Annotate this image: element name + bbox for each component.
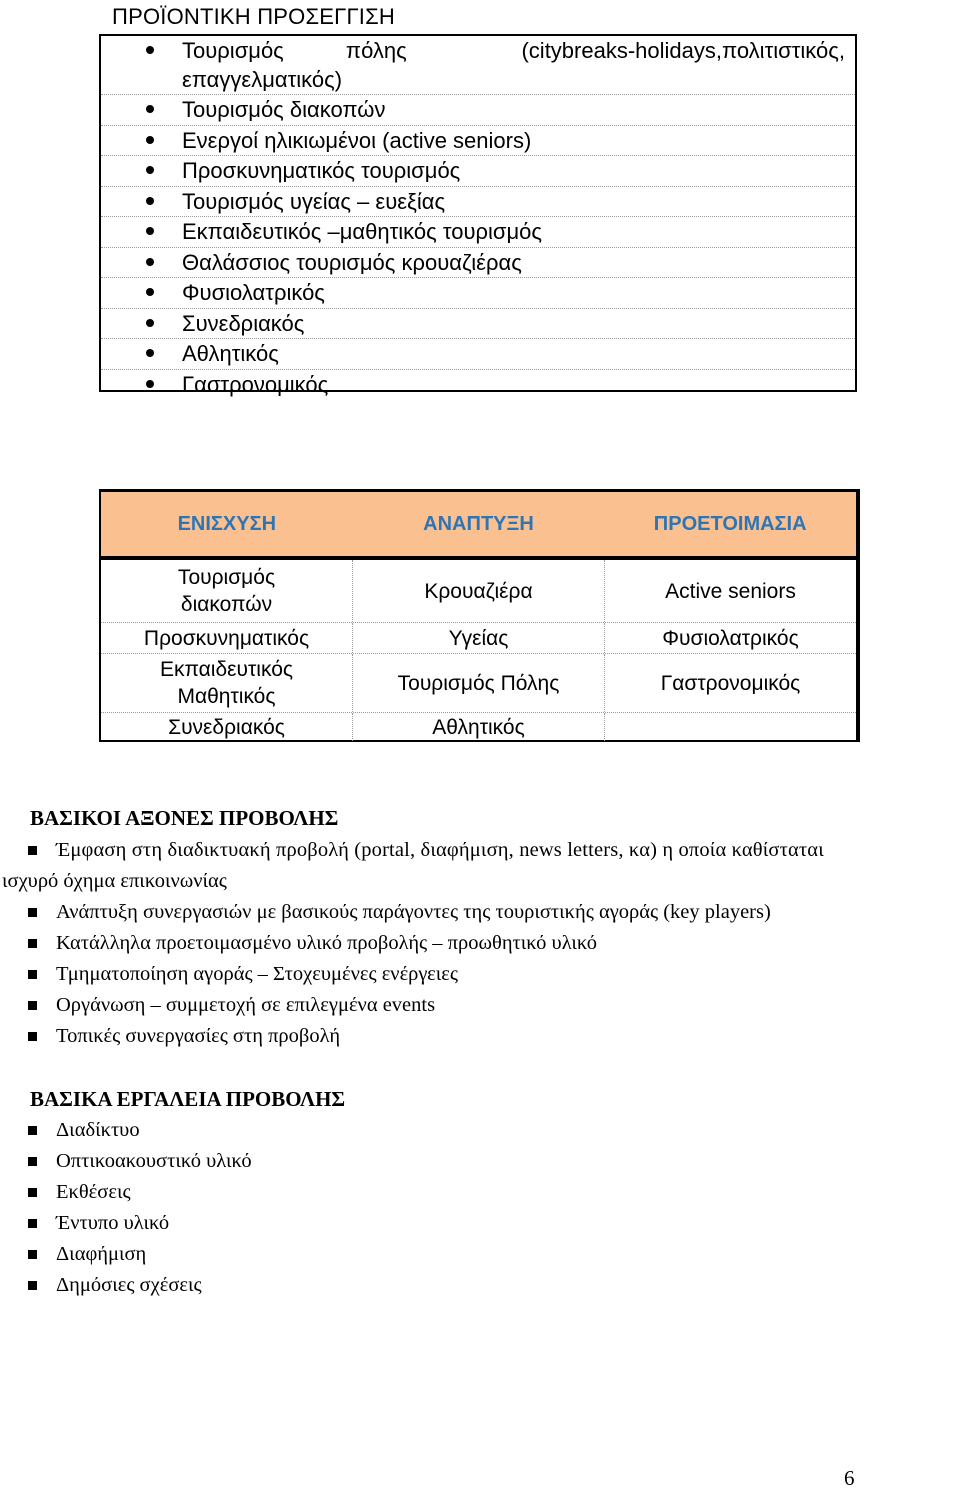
list-item-text: Ενεργοί ηλικιωμένοι (active seniors) bbox=[182, 127, 532, 153]
table-cell: Τουρισμός διακοπών bbox=[101, 560, 353, 622]
square-bullet-icon bbox=[28, 846, 37, 855]
list-item-text: Συνεδριακός bbox=[182, 310, 305, 336]
square-bullet-icon bbox=[28, 1126, 37, 1135]
square-bullet-icon bbox=[28, 1032, 37, 1041]
header-enisxysi: ΕΝΙΣΧΥΣΗ bbox=[177, 512, 277, 535]
list-item bbox=[28, 959, 960, 990]
list-item-text: Τουρισμός υγείας – ευεξίας bbox=[182, 188, 446, 214]
table-cell: Εκπαιδευτικός Μαθητικός bbox=[101, 654, 353, 712]
list-item-text: Γαστρονομικός bbox=[182, 371, 329, 397]
bullet-icon bbox=[146, 166, 154, 174]
bullet-icon bbox=[146, 349, 154, 357]
product-list-box bbox=[99, 34, 857, 397]
list-item bbox=[101, 156, 855, 187]
list-item-text: Οργάνωση – συμμετοχή σε επιλεγμένα events bbox=[56, 994, 436, 1016]
bullet-icon bbox=[146, 136, 154, 144]
table-cell: Συνεδριακός bbox=[101, 713, 353, 741]
table-cell: Γαστρονομικός bbox=[660, 671, 801, 695]
section-heading: ΠΡΟΪΟΝΤΙΚΗ ΠΡΟΣΕΓΓΙΣΗ bbox=[112, 4, 395, 29]
list-item-text: Τοπικές συνεργασίες στη προβολή bbox=[56, 1025, 341, 1047]
list-item bbox=[28, 1270, 960, 1301]
bullet-icon bbox=[146, 46, 154, 54]
header-anaptyxi: ΑΝΑΠΤΥΞΗ bbox=[423, 512, 534, 535]
list-item-text: Δημόσιες σχέσεις bbox=[56, 1274, 202, 1296]
list-item-text: (citybreaks-holidays,πολιτιστικός, bbox=[521, 38, 845, 63]
table-row bbox=[101, 654, 856, 713]
bullet-icon bbox=[146, 380, 154, 388]
bullet-icon bbox=[146, 105, 154, 113]
list-item-text: Εκπαιδευτικός –μαθητικός τουρισμός bbox=[182, 219, 542, 244]
bullet-icon bbox=[146, 227, 154, 235]
list-item bbox=[28, 928, 960, 959]
list-item-text: Οπτικοακουστικό υλικό bbox=[56, 1150, 252, 1172]
list-item bbox=[101, 36, 855, 95]
list-item-text: Φυσιολατρικός bbox=[182, 280, 325, 305]
list-item-text: Έμφαση στη διαδικτυακή προβολή (portal, διαφήμιση, news letters, κα) η οποία καθίσταται bbox=[56, 839, 824, 861]
square-bullet-icon bbox=[28, 970, 37, 979]
table-row bbox=[101, 560, 856, 623]
list-item bbox=[28, 1208, 960, 1239]
list-item-text: Τουρισμός διακοπών bbox=[182, 97, 386, 122]
bullet-icon bbox=[146, 197, 154, 205]
bullet-icon bbox=[146, 319, 154, 327]
list-item-continuation: επαγγελματικός) bbox=[182, 67, 343, 92]
square-bullet-icon bbox=[28, 1001, 37, 1010]
list-item bbox=[101, 95, 855, 126]
table-cell bbox=[605, 713, 856, 741]
square-bullet-icon bbox=[28, 1219, 37, 1228]
list-item-text: Τουρισμός πόλης bbox=[182, 38, 407, 63]
table-row bbox=[101, 713, 856, 741]
table-cell: Τουρισμός Πόλης bbox=[353, 654, 605, 712]
list-item-continuation: ισχυρό όχημα επικοινωνίας bbox=[2, 870, 227, 892]
table-cell: Active seniors bbox=[665, 579, 796, 603]
header-proetoimasia: ΠΡΟΕΤΟΙΜΑΣΙΑ bbox=[653, 512, 807, 535]
table-cell: Υγείας bbox=[353, 623, 605, 653]
list-item-text: Αθλητικός bbox=[182, 341, 279, 366]
list-item bbox=[101, 248, 855, 279]
square-bullet-icon bbox=[28, 1281, 37, 1290]
list-item bbox=[28, 1177, 960, 1208]
list-item bbox=[28, 1115, 960, 1146]
table-cell: Κρουαζιέρα bbox=[353, 560, 605, 622]
matrix-header bbox=[101, 492, 856, 560]
list-item bbox=[101, 187, 855, 218]
axes-title: ΒΑΣΙΚΟΙ ΑΞΟΝΕΣ ΠΡΟΒΟΛΗΣ bbox=[30, 806, 339, 830]
list-item bbox=[101, 126, 855, 157]
list-item-text: Θαλάσσιος τουρισμός κρουαζιέρας bbox=[182, 249, 522, 275]
list-item-text: Διαφήμιση bbox=[56, 1243, 147, 1265]
strategy-matrix bbox=[99, 489, 860, 742]
square-bullet-icon bbox=[28, 1157, 37, 1166]
square-bullet-icon bbox=[28, 939, 37, 948]
list-item bbox=[101, 278, 855, 309]
list-item bbox=[101, 339, 855, 370]
list-item bbox=[2, 835, 960, 897]
list-item-text: Τμηματοποίηση αγοράς – Στοχευμένες ενέργειες bbox=[56, 963, 458, 985]
square-bullet-icon bbox=[28, 1250, 37, 1259]
bullet-icon bbox=[146, 288, 154, 296]
list-item-text: Ανάπτυξη συνεργασιών με βασικούς παράγοντες της τουριστικής αγοράς (key players) bbox=[56, 901, 771, 923]
bullet-icon bbox=[146, 258, 154, 266]
list-item bbox=[101, 309, 855, 340]
list-item-text: Διαδίκτυο bbox=[56, 1119, 140, 1141]
page-number: 6 bbox=[844, 1466, 855, 1490]
list-item-text: Εκθέσεις bbox=[56, 1181, 131, 1203]
list-item bbox=[28, 1239, 960, 1270]
tools-title: ΒΑΣΙΚΑ ΕΡΓΑΛΕΙΑ ΠΡΟΒΟΛΗΣ bbox=[30, 1087, 346, 1111]
list-item-text: Κατάλληλα προετοιμασμένο υλικό προβολής – προωθητικό υλικό bbox=[56, 932, 598, 954]
axes-list bbox=[2, 835, 960, 1052]
square-bullet-icon bbox=[28, 1188, 37, 1197]
list-item bbox=[101, 217, 855, 248]
table-cell: Αθλητικός bbox=[353, 713, 605, 741]
list-item bbox=[28, 1021, 960, 1052]
table-cell: Φυσιολατρικός bbox=[662, 626, 799, 650]
list-item bbox=[28, 990, 960, 1021]
table-row bbox=[101, 623, 856, 654]
tools-list bbox=[28, 1115, 960, 1301]
list-item bbox=[101, 370, 855, 400]
list-item bbox=[28, 1146, 960, 1177]
list-item-text: Έντυπο υλικό bbox=[56, 1212, 170, 1234]
square-bullet-icon bbox=[28, 908, 37, 917]
list-item-text: Προσκυνηματικός τουρισμός bbox=[182, 158, 461, 183]
table-cell: Προσκυνηματικός bbox=[101, 623, 353, 653]
list-item bbox=[28, 897, 960, 928]
